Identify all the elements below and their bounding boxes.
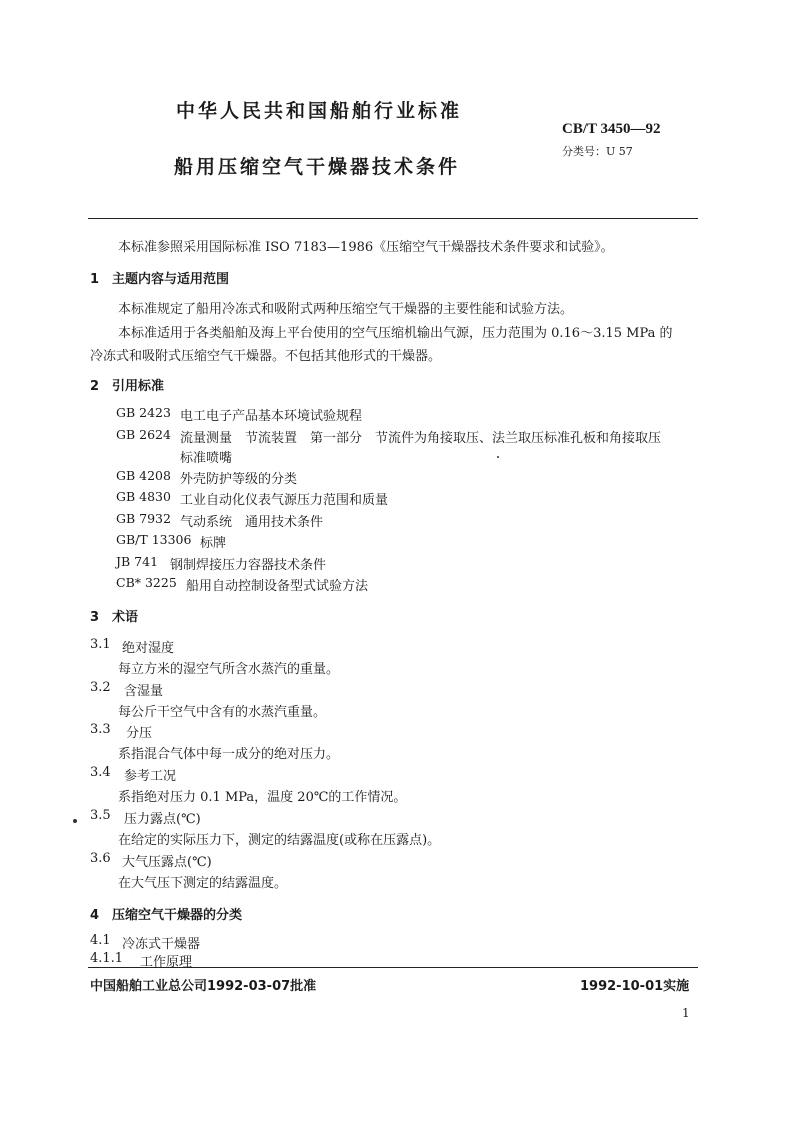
term-definition: 系指绝对压力 0.1 MPa，温度 20℃的工作情况。: [118, 790, 407, 805]
scan-speck: [73, 819, 77, 823]
term-number: 3.5: [90, 808, 111, 823]
reference-title: 气动系统 通用技术条件: [180, 515, 324, 530]
term-definition: 在大气压下测定的结露温度。: [118, 876, 288, 891]
term-label: 压力露点(℃): [124, 812, 201, 827]
approval-statement: 中国船舶工业总公司1992-03-07批准: [90, 979, 317, 994]
reference-code: GB/T 13306: [116, 532, 192, 547]
term-definition: 系指混合气体中每一成分的绝对压力。: [118, 747, 340, 762]
section-3-heading: 3 术语: [90, 610, 139, 625]
term-label: 参考工况: [124, 769, 177, 784]
section-1-paragraph-2-line-2: 冷冻式和吸附式压缩空气干燥器。不包括其他形式的干燥器。: [90, 349, 442, 364]
term-number: 3.6: [90, 851, 111, 866]
reference-title: 钢制焊接压力容器技术条件: [170, 558, 327, 573]
reference-title: 工业自动化仪表气源压力范围和质量: [180, 493, 389, 508]
term-number: 3.2: [90, 680, 111, 695]
term-label: 大气压露点(℃): [122, 855, 212, 870]
implementation-date: 1992-10-01实施: [580, 979, 690, 994]
section-2-heading: 2 引用标准: [90, 379, 165, 394]
section-1-paragraph-2-line-1: 本标准适用于各类船舶及海上平台使用的空气压缩机输出气源，压力范围为 0.16～3.15 MPa 的: [118, 326, 673, 341]
term-label: 绝对湿度: [122, 641, 175, 656]
reference-code: GB 4208: [116, 468, 171, 483]
scan-speck: [497, 456, 499, 458]
term-number: 3.4: [90, 765, 111, 780]
intro-paragraph: 本标准参照采用国际标准 ISO 7183—1986《压缩空气干燥器技术条件要求和试验》。: [118, 240, 614, 255]
header-divider: [88, 218, 698, 219]
reference-title-continuation: 标准喷嘴: [180, 451, 233, 466]
term-definition: 每立方米的湿空气所含水蒸汽的重量。: [118, 662, 340, 677]
term-definition: 在给定的实际压力下，测定的结露温度(或称在压露点)。: [118, 833, 441, 848]
term-label: 分压: [126, 726, 153, 741]
term-number: 3.3: [90, 722, 111, 737]
reference-code: GB 2423: [116, 405, 171, 420]
page-number: 1: [682, 1006, 690, 1020]
classification-code: 分类号：U 57: [562, 145, 633, 158]
reference-code: GB 2624: [116, 427, 171, 442]
subsection-number: 4.1: [90, 933, 111, 948]
reference-code: CB* 3225: [116, 575, 177, 590]
term-definition: 每公斤干空气中含有的水蒸汽重量。: [118, 705, 327, 720]
reference-title: 标牌: [200, 536, 227, 551]
document-title: 船用压缩空气干燥器技术条件: [174, 156, 461, 178]
reference-title: 外壳防护等级的分类: [180, 472, 298, 487]
reference-code: JB 741: [116, 554, 159, 569]
issuing-body-title: 中华人民共和国船舶行业标准: [176, 100, 463, 122]
term-number: 3.1: [90, 637, 111, 652]
section-1-paragraph-1: 本标准规定了船用冷冻式和吸附式两种压缩空气干燥器的主要性能和试验方法。: [118, 302, 574, 317]
reference-code: GB 7932: [116, 511, 171, 526]
reference-title: 电工电子产品基本环境试验规程: [180, 409, 363, 424]
subsection-label: 冷冻式干燥器: [122, 937, 201, 952]
subsection-label: 工作原理: [140, 955, 193, 970]
subsection-number: 4.1.1: [90, 951, 124, 966]
standard-number: CB/T 3450—92: [562, 121, 661, 137]
reference-title: 船用自动控制设备型式试验方法: [186, 579, 369, 594]
reference-code: GB 4830: [116, 489, 171, 504]
section-4-heading: 4 压缩空气干燥器的分类: [90, 908, 243, 923]
section-1-heading: 1 主题内容与适用范围: [90, 272, 230, 287]
reference-title: 流量测量 节流装置 第一部分 节流件为角接取压、法兰取压标准孔板和角接取压: [180, 431, 662, 446]
term-label: 含湿量: [124, 684, 164, 699]
footer-divider: [88, 967, 698, 968]
